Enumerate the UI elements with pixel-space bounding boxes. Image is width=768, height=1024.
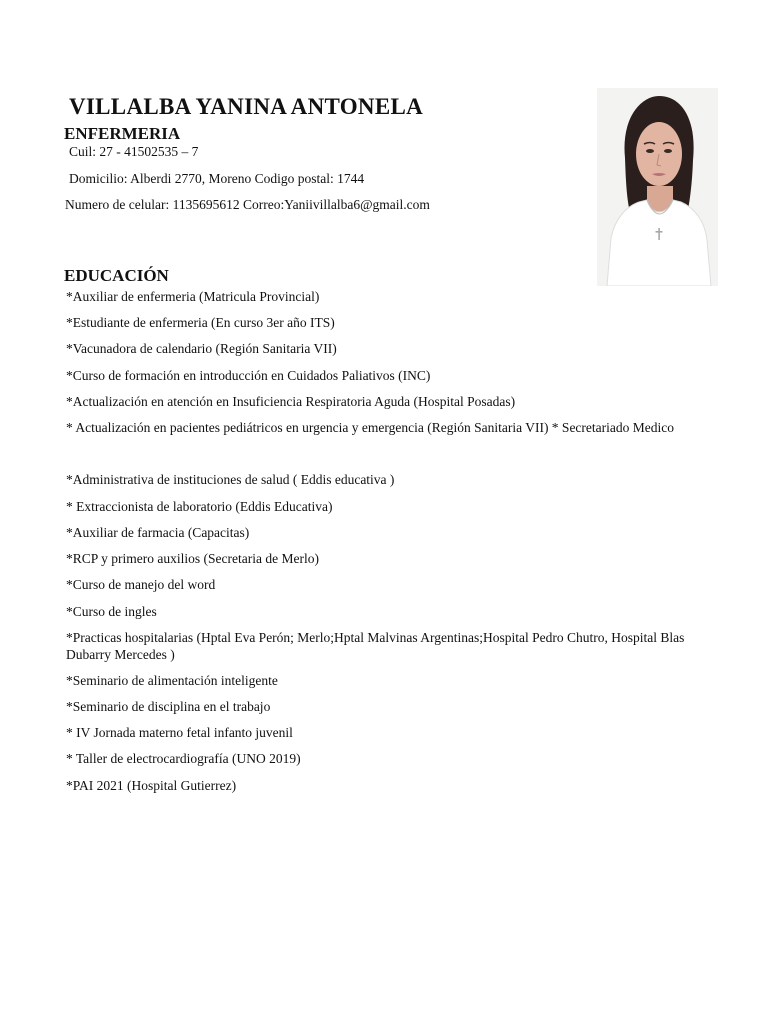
profession-title: ENFERMERIA <box>64 124 181 143</box>
education-item: * Extraccionista de laboratorio (Eddis Educativa) <box>66 499 333 514</box>
education-item: *Seminario de disciplina en el trabajo <box>66 699 271 714</box>
profile-photo-icon <box>597 88 718 286</box>
cuil-line: Cuil: 27 - 41502535 – 7 <box>69 144 199 159</box>
address-line: Domicilio: Alberdi 2770, Moreno Codigo postal: 1744 <box>69 171 365 186</box>
education-heading: EDUCACIÓN <box>64 266 169 285</box>
profile-photo <box>597 88 718 286</box>
education-item: *Auxiliar de farmacia (Capacitas) <box>66 525 250 540</box>
education-item: *Curso de formación en introducción en Cuidados Paliativos (INC) <box>66 368 431 383</box>
education-item: *PAI 2021 (Hospital Gutierrez) <box>66 778 237 793</box>
contact-line: Numero de celular: 1135695612 Correo:Yaniivillalba6@gmail.com <box>65 197 430 212</box>
education-item: *Administrativa de instituciones de salud ( Eddis educativa ) <box>66 472 395 487</box>
education-item: * IV Jornada materno fetal infanto juvenil <box>66 725 293 740</box>
education-item: *Seminario de alimentación inteligente <box>66 673 278 688</box>
education-item: * Actualización en pacientes pediátricos en urgencia y emergencia (Región Sanitaria VII) * Secretariado Medico <box>66 420 675 435</box>
education-item: *Curso de manejo del word <box>66 577 216 592</box>
education-item: *Auxiliar de enfermeria (Matricula Provincial) <box>66 289 320 304</box>
education-item: *RCP y primero auxilios (Secretaria de Merlo) <box>66 551 319 566</box>
education-item: *Curso de ingles <box>66 604 157 619</box>
education-item: *Vacunadora de calendario (Región Sanitaria VII) <box>66 341 337 356</box>
education-item: *Practicas hospitalarias (Hptal Eva Perón; Merlo;Hptal Malvinas Argentinas;Hospital Pedro Chutro, Hospital Blas Dubarry Mercedes ) <box>66 630 685 662</box>
education-item: *Actualización en atención en Insuficiencia Respiratoria Aguda (Hospital Posadas) <box>66 394 516 409</box>
education-item: * Taller de electrocardiografía (UNO 2019) <box>66 751 301 766</box>
education-item: *Estudiante de enfermeria (En curso 3er año ITS) <box>66 315 335 330</box>
candidate-name: VILLALBA YANINA ANTONELA <box>69 94 424 119</box>
